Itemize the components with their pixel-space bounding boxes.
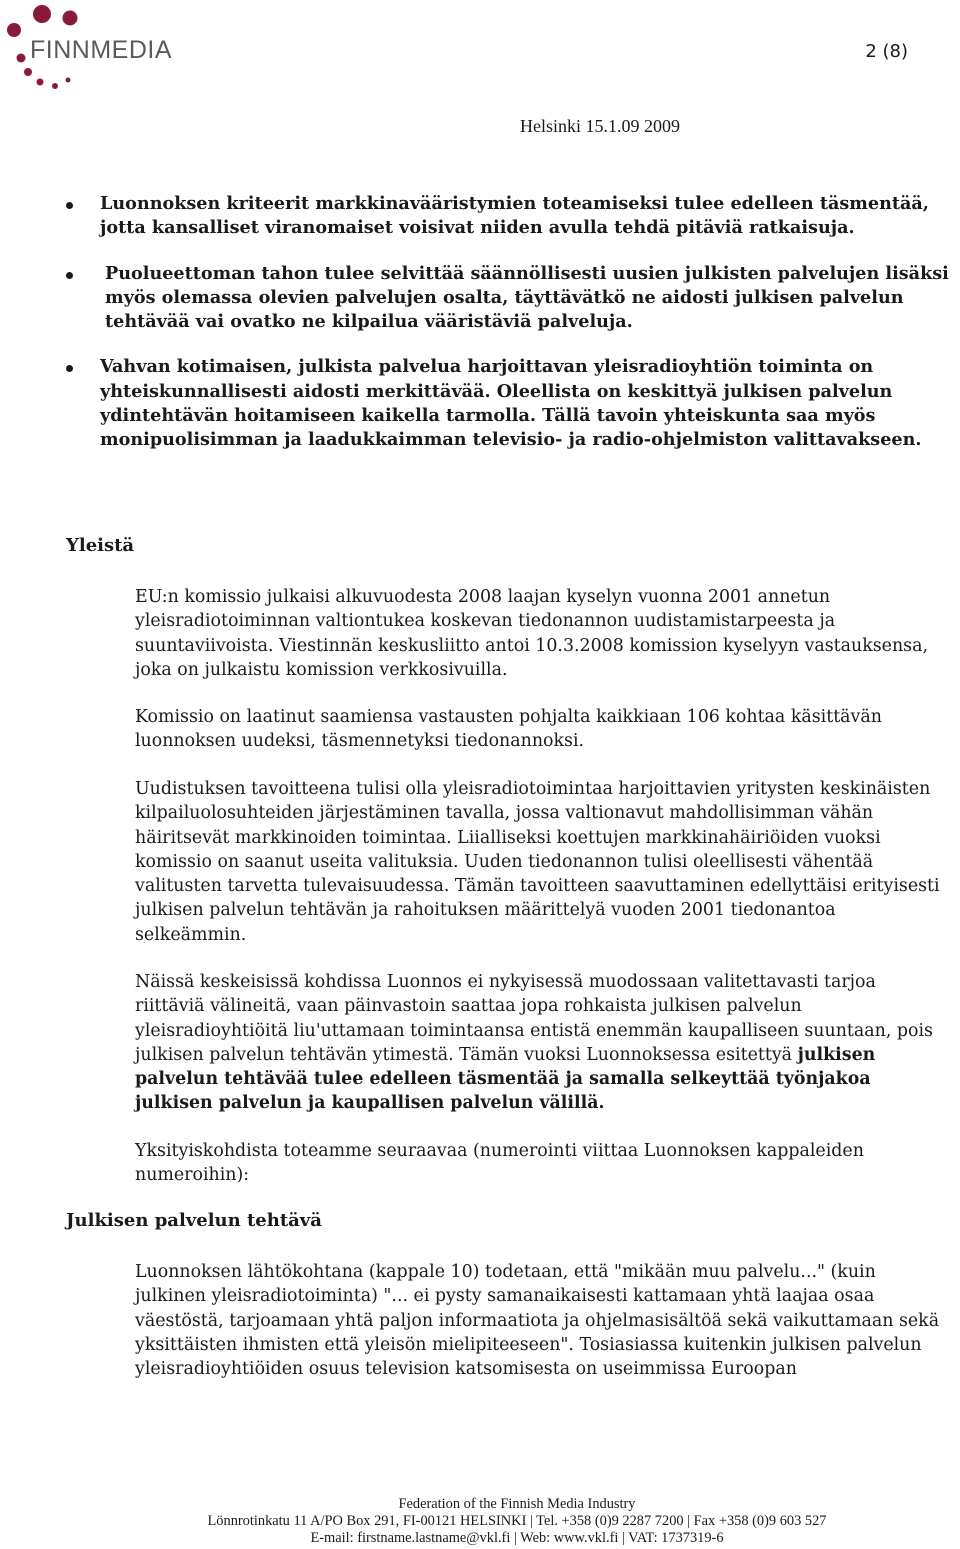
section-heading-public-service: Julkisen palvelun tehtävä [66,1210,322,1231]
bullet-item [0,355,960,452]
bullet-icon [66,202,73,209]
bullet-icon [66,365,73,372]
paragraph: Komissio on laatinut saamiensa vastausten pohjalta kaikkiaan 106 kohtaa käsittävän luonnoksen uudeksi, täsmennetyksi tiedonannoksi. [135,707,882,752]
page-number: 2 (8) [865,41,908,62]
paragraph [135,970,950,1116]
paragraph-text: Näissä keskeisissä kohdissa Luonnos ei nykyisessä muodossaan valitettavasti tarjoa riittäviä välineitä, vaan päinvastoin saattaa jopa rohkaista julkisen palvelun yleisradioyhtiöitä liu'uttamaan toimintaansa entistä enemmän kaupalliseen suuntaan, pois julkisen palvelun tehtävän ytimestä. Tämän vuoksi Luonnoksessa esitettyä [135,972,933,1065]
paragraph: EU:n komissio julkaisi alkuvuodesta 2008 laajan kyselyn vuonna 2001 annetun yleisradiotoiminnan valtiontukea koskevan tiedonannon uudistamistarpeesta ja suuntaviivoista. Viestinnän keskusliitto antoi 10.3.2008 komission kyselyyn vastauksensa, joka on julkaistu komission verkkosivuilla. [135,587,928,680]
section-heading-general: Yleistä [66,535,135,556]
bullet-item [0,262,960,335]
bullet-text: Vahvan kotimaisen, julkista palvelua harjoittavan yleisradioyhtiön toiminta on yhteiskunnallisesti aidosti merkittävää. Oleellista on keskittyä julkisen palvelun ydintehtävän hoitamiseen kaikella tarmolla. Tällä tavoin yhteiskunta saa myös monipuolisimman ja laadukkaimman televisio- ja radio-ohjelmiston valittavakseen. [100,356,922,451]
paragraph: Uudistuksen tavoitteena tulisi olla yleisradiotoimintaa harjoittavien yritysten keskinäisten kilpailuolosuhteiden järjestäminen tavalla, jossa valtionavut mahdollisimman vähän häiritsevät markkinoiden toimintaa. Liialliseksi koettujen markkinahäiriöiden vuoksi komissio on saanut useita valituksia. Uuden tiedonannon tulisi oleellisesti vähentää valitusten tarvetta tulevaisuudessa. Tämän tavoitteen saavuttaminen edellyttäisi erityisesti julkisen palvelun tehtävän ja rahoituksen määrittelyä vuoden 2001 tiedonantoa selkeämmin. [135,779,940,945]
paragraph: Yksityiskohdista toteamme seuraavaa (numerointi viittaa Luonnoksen kappaleiden numeroihin): [135,1141,864,1186]
document-date: Helsinki 15.1.09 2009 [520,116,680,136]
summary-bullet-list [0,192,960,474]
footer-contact: E-mail: firstname.lastname@vkl.fi | Web: www.vkl.fi | VAT: 1737319-6 [310,1530,724,1546]
bullet-text: Luonnoksen kriteerit markkinavääristymien toteamiseksi tulee edelleen täsmentää, jotta kansalliset viranomaiset voisivat niiden avulla tehdä pitäviä ratkaisuja. [100,193,929,239]
bullet-text: Puolueettoman tahon tulee selvittää säännöllisesti uusien julkisten palvelujen lisäksi myös olemassa olevien palvelujen osalta, täyttävätkö ne aidosti julkisen palvelun tehtävää vai ovatko ne kilpailua vääristäviä palveluja. [105,262,949,333]
footer-address: Lönnrotinkatu 11 A/PO Box 291, FI-00121 HELSINKI | Tel. +358 (0)9 2287 7200 | Fax +358 (0)9 603 527 [207,1513,827,1529]
finnmedia-logo [0,0,215,92]
paragraph-emphasis: julkisen palvelun tehtävää tulee edelleen täsmentää ja samalla selkeyttää työnjakoa julkisen palvelun ja kaupallisen palvelun välillä. [135,1044,876,1114]
logo-text: FINNMEDIA [30,36,172,64]
bullet-item [0,192,960,241]
page-footer [0,1496,960,1547]
footer-organization: Federation of the Finnish Media Industry [398,1496,636,1512]
paragraph: Luonnoksen lähtökohtana (kappale 10) todetaan, että "mikään muu palvelu..." (kuin julkinen yleisradiotoiminta) "... ei pysty samanaikaisesti kattamaan yhtä laajaa osaa väestöstä, tarjoamaan yhtä paljon informaatiota ja ohjelmasisältöä sekä vaikuttamaan sekä yksittäisten ihmisten että yleisön mielipiteeseen". Tosiasiassa kuitenkin julkisen palvelun yleisradioyhtiöiden osuus television katsomisesta on useimmissa Euroopan [135,1262,940,1380]
bullet-icon [66,272,73,279]
